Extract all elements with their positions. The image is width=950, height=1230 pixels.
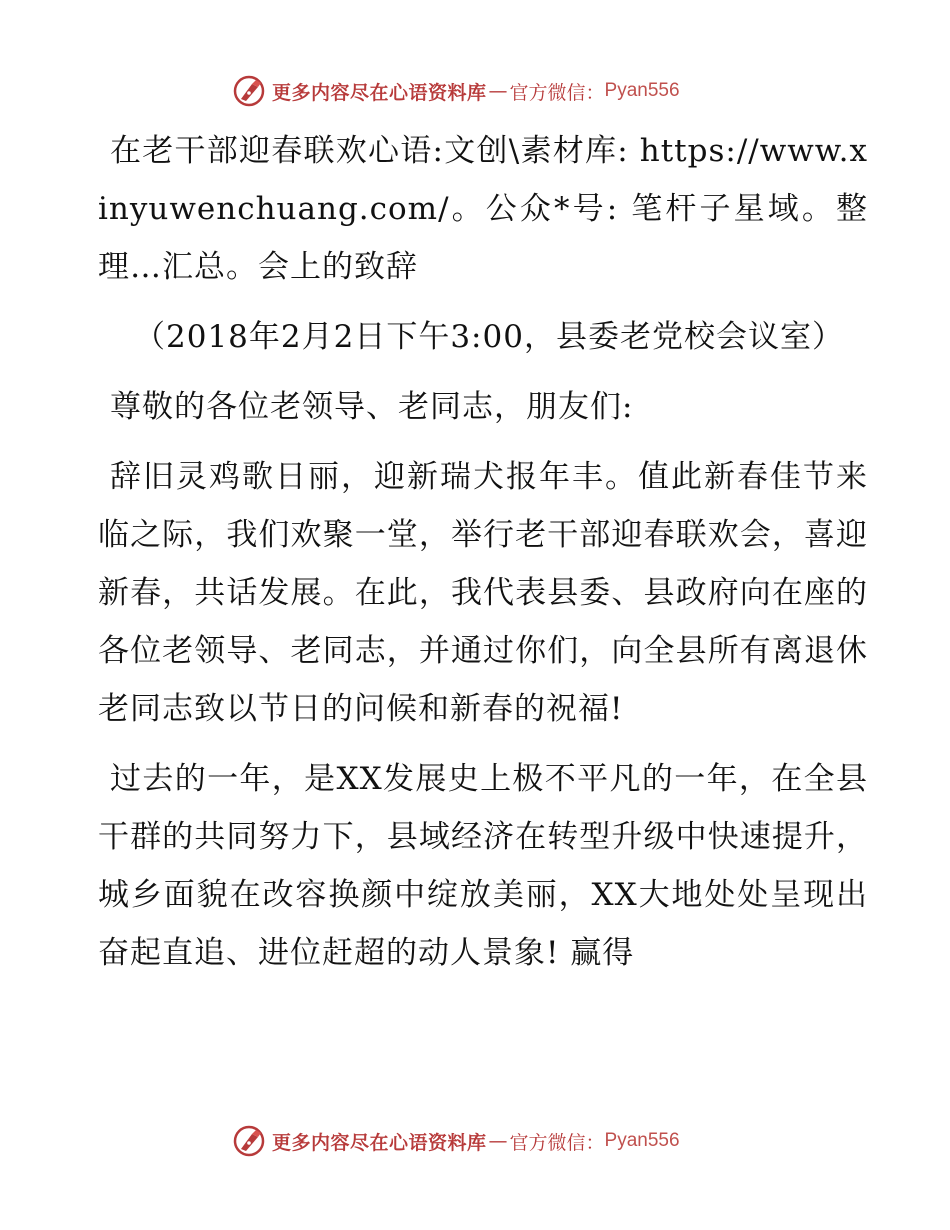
pen-nib-icon [232,1124,266,1158]
document-salutation: 尊敬的各位老领导、老同志，朋友们: [110,389,634,425]
watermark-wechat-handle: Pyan556 [604,80,680,101]
footer-watermark-banner [232,1122,712,1160]
watermark-separator: — [488,80,508,102]
watermark-wechat-label: 官方微信： [509,1131,605,1154]
watermark-wechat-handle: Pyan556 [604,1130,680,1151]
document-paragraph-1: 辞旧灵鸡歌日丽，迎新瑞犬报年丰。值此新春佳节来临之际，我们欢聚一堂，举行老干部迎春联欢会，喜迎新春，共话发展。在此，我代表县委、县政府向在座的各位老领导、老同志，并通过你们，向全县所有离退休老同志致以节日的问候和新春的祝福! [98,459,868,727]
document-paragraph-2: 过去的一年，是XX发展史上极不平凡的一年，在全县干群的共同努力下，县域经济在转型升级中快速提升，城乡面貌在改容换颜中绽放美丽，XX大地处处呈现出奋起直追、进位赶超的动人景象! 赢得 [98,761,868,971]
watermark-separator: — [488,1130,508,1152]
document-date-line: （2018年2月2日下午3:00，县委老党校会议室） [134,319,844,355]
watermark-wechat-label: 官方微信： [509,81,605,104]
document-body [98,122,868,982]
pen-nib-icon [232,74,266,108]
watermark-brand-text: 更多内容尽在心语资料库 [272,81,487,104]
header-watermark-banner [232,72,712,110]
document-title-line: 在老干部迎春联欢心语:文创\素材库: https://www.xinyuwenchuang.com/。公众*号: 笔杆子星域。整理…汇总。会上的致辞 [98,133,868,285]
watermark-brand-text: 更多内容尽在心语资料库 [272,1131,487,1154]
